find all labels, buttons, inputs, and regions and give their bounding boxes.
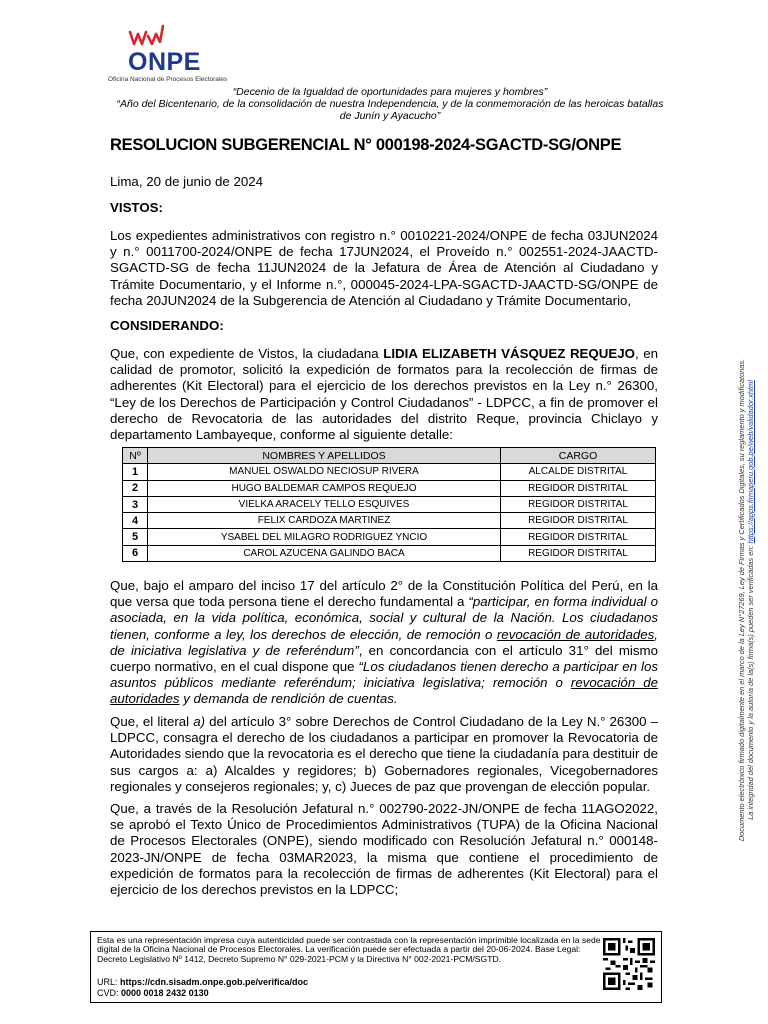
p3-literal: a) — [193, 714, 206, 729]
date-line: Lima, 20 de junio de 2024 — [110, 174, 264, 189]
row-name: VIELKA ARACELY TELLO ESQUIVES — [148, 496, 501, 512]
row-name: MANUEL OSWALDO NECIOSUP RIVERA — [148, 464, 501, 480]
validator-link[interactable]: https://apps.firmaperu.gob.pe/web/validador.xhtml — [746, 380, 755, 544]
paragraph-promotor-text-b: , en calidad de promotor, solicitó la expedición de formatos para la recolección de firmas de adherentes (Kit Electoral) para el ejercicio de los derechos previstos en la Ley n.° 26300, “Ley de los Derechos de Participación y Control Ciudadanos” - LDPCC, a fin de promover el derecho de Revocatoria de las autoridades del distrito Reque, provincia Chiclayo y departamento Lambayeque, conforme al siguiente detalle: — [110, 346, 658, 443]
table-row — [123, 545, 656, 561]
logo-subtitle: Oficina Nacional de Procesos Electorales — [108, 76, 228, 83]
table-header-row — [123, 448, 656, 464]
decenio-line-2: “Año del Bicentenario, de la consolidación de nuestra Independencia, y de la conmemoración de las heroicas batallas — [116, 98, 664, 110]
row-number: 4 — [123, 513, 148, 529]
paragraph-constitucion — [110, 578, 658, 708]
decenio-line-1: “Decenio de la Igualdad de oportunidades para mujeres y hombres” — [232, 86, 548, 98]
row-name: YSABEL DEL MILAGRO RODRIGUEZ YNCIO — [148, 529, 501, 545]
signature-line-1: Documento electrónico firmado digitalmente en el marco de la Ley N°27269, Ley de Firmas y Certificados Digitales, su reglamento y modificatorias. — [737, 358, 746, 842]
row-cargo: REGIDOR DISTRITAL — [501, 480, 656, 496]
row-cargo: ALCALDE DISTRITAL — [501, 464, 656, 480]
p3-text-c: del artículo 3° sobre Derechos de Control Ciudadano de la Ley N.° 26300 – LDPCC, consagra el derecho de los ciudadanos a participar en promover la Revocatoria de Autoridades siendo que la revocatoria es el derecho que tiene la ciudadanía para destituir de sus cargos a: a) Alcaldes y regidores; b) Gobernadores regionales, Vicegobernadores regionales y consejeros regionales; y, c) Jueces de paz que provengan de elección popular. — [110, 714, 658, 794]
p2-underlined-2: revocación de autoridades — [110, 675, 658, 707]
row-cargo: REGIDOR DISTRITAL — [501, 529, 656, 545]
row-number: 5 — [123, 529, 148, 545]
logo-name: ONPE — [128, 48, 201, 76]
header-cargo: CARGO — [501, 448, 656, 464]
considerando-heading: CONSIDERANDO: — [110, 318, 224, 333]
promotor-name: LIDIA ELIZABETH VÁSQUEZ REQUEJO — [383, 346, 635, 361]
paragraph-tupa: Que, a través de la Resolución Jefatural n.° 002790-2022-JN/ONPE de fecha 11AGO2022, se aprobó el Texto Único de Procedimientos Administrativos (TUPA) de la Oficina Nacional de Procesos Electorales (ONPE), siendo modificado con Resolución Jefatural n.° 000148-2023-JN/ONPE de fecha 03MAR2023, la misma que contiene el procedimiento de expedición de formatos para la recolección de firmas de adherentes (Kit Electoral) para el ejercicio de los derechos previstos en la LDPCC; — [110, 801, 658, 898]
url-label: URL: — [97, 977, 121, 987]
row-number: 1 — [123, 464, 148, 480]
row-cargo: REGIDOR DISTRITAL — [501, 496, 656, 512]
decenio-line-3: de Junín y Ayacucho” — [339, 110, 441, 122]
qr-code-icon — [603, 938, 655, 990]
header-names: NOMBRES Y APELLIDOS — [148, 448, 501, 464]
cvd-code: 0000 0018 2432 0130 — [121, 988, 209, 998]
row-name: HUGO BALDEMAR CAMPOS REQUEJO — [148, 480, 501, 496]
onpe-logo-mark-icon — [126, 18, 166, 50]
header-number: Nº — [123, 448, 148, 464]
signature-line-2 — [746, 320, 755, 880]
row-number: 3 — [123, 496, 148, 512]
verification-text: Esta es una representación impresa cuya autenticidad puede ser contrastada con la representación imprimible localizada en la sede digital de la Oficina Nacional de Procesos Electorales. La verificación puede ser efectuada a partir del 20-06-2024. Base Legal: Decreto Legislativo Nº 1412, Decreto Supremo N° 029-2021-PCM y la Directiva N° 002-2021-PCM/SGTD. — [97, 935, 601, 964]
row-cargo: REGIDOR DISTRITAL — [501, 545, 656, 561]
p3-text-a: Que, el literal — [110, 714, 194, 729]
p2-text-f: “Los ciudadanos tienen derecho a participar en los asuntos públicos mediante referéndum; iniciativa legislativa; remoción o — [110, 659, 658, 691]
table-row — [123, 513, 656, 529]
table-row — [123, 529, 656, 545]
paragraph-promotor — [110, 346, 658, 443]
p2-text-a: Que, bajo el amparo del inciso 17 del artículo 2° de la Constitución Política del Perú, en la que versa que toda persona tiene el derecho fundamental a — [110, 578, 658, 610]
row-cargo: REGIDOR DISTRITAL — [501, 513, 656, 529]
verification-url-line — [97, 977, 308, 987]
digital-signature-text — [737, 320, 755, 880]
verification-cvd-line — [97, 988, 209, 998]
vistos-heading: VISTOS: — [110, 200, 163, 215]
p2-text-h: y demanda de rendición de cuentas. — [179, 691, 398, 707]
table-row — [123, 480, 656, 496]
resolution-title: RESOLUCION SUBGERENCIAL N° 000198-2024-SGACTD-SG/ONPE — [110, 136, 622, 154]
paragraph-literal — [110, 714, 658, 795]
row-name: CAROL AZUCENA GALINDO BACA — [148, 545, 501, 561]
verification-url[interactable]: https://cdn.sisadm.onpe.gob.pe/verifica/doc — [120, 977, 309, 987]
p2-underlined-1: revocación de autoridades — [496, 626, 655, 642]
row-number: 6 — [123, 545, 148, 561]
row-name: FELIX CARDOZA MARTINEZ — [148, 513, 501, 529]
p2-text-b: “participar, en forma individual o asociada, en la vida política, económica, social y cultural de la Nación. Los ciudadanos tienen, conforme a ley, los derechos de elección, de remoción o — [110, 594, 659, 642]
row-number: 2 — [123, 480, 148, 496]
authorities-table — [122, 447, 656, 562]
cvd-label: CVD: — [97, 988, 122, 998]
table-row — [123, 496, 656, 512]
signature-line-2-text: La integridad del documento y la autoría de la(s) firma(s) pueden ser verificadas en: — [746, 543, 755, 820]
paragraph-promotor-text-a: Que, con expediente de Vistos, la ciudadana — [110, 346, 384, 361]
table-row — [123, 464, 656, 480]
p2-text-d: , de iniciativa legislativa y de referéndum” — [110, 626, 658, 658]
onpe-logo — [100, 18, 240, 83]
digital-signature-note — [731, 320, 761, 880]
verification-box — [90, 931, 662, 1003]
p2-text-e: , en concordancia con el artículo 31° del mismo cuerpo normativo, en el cual dispone que — [110, 642, 658, 675]
vistos-paragraph: Los expedientes administrativos con registro n.° 0010221-2024/ONPE de fecha 03JUN2024 y n.° 0011700-2024/ONPE de fecha 17JUN2024, el Proveído n.° 002551-2024-JAACTD-SGACTD-SG de fecha 11JUN2024 de la Jefatura de Área de Atención al Ciudadano y Trámite Documentario, y el Informe n.°, 000045-2024-LPA-SGACTD-JAACTD-SG/ONPE de fecha 20JUN2024 de la Subgerencia de Atención al Ciudadano y Trámite Documentario, — [110, 228, 658, 308]
